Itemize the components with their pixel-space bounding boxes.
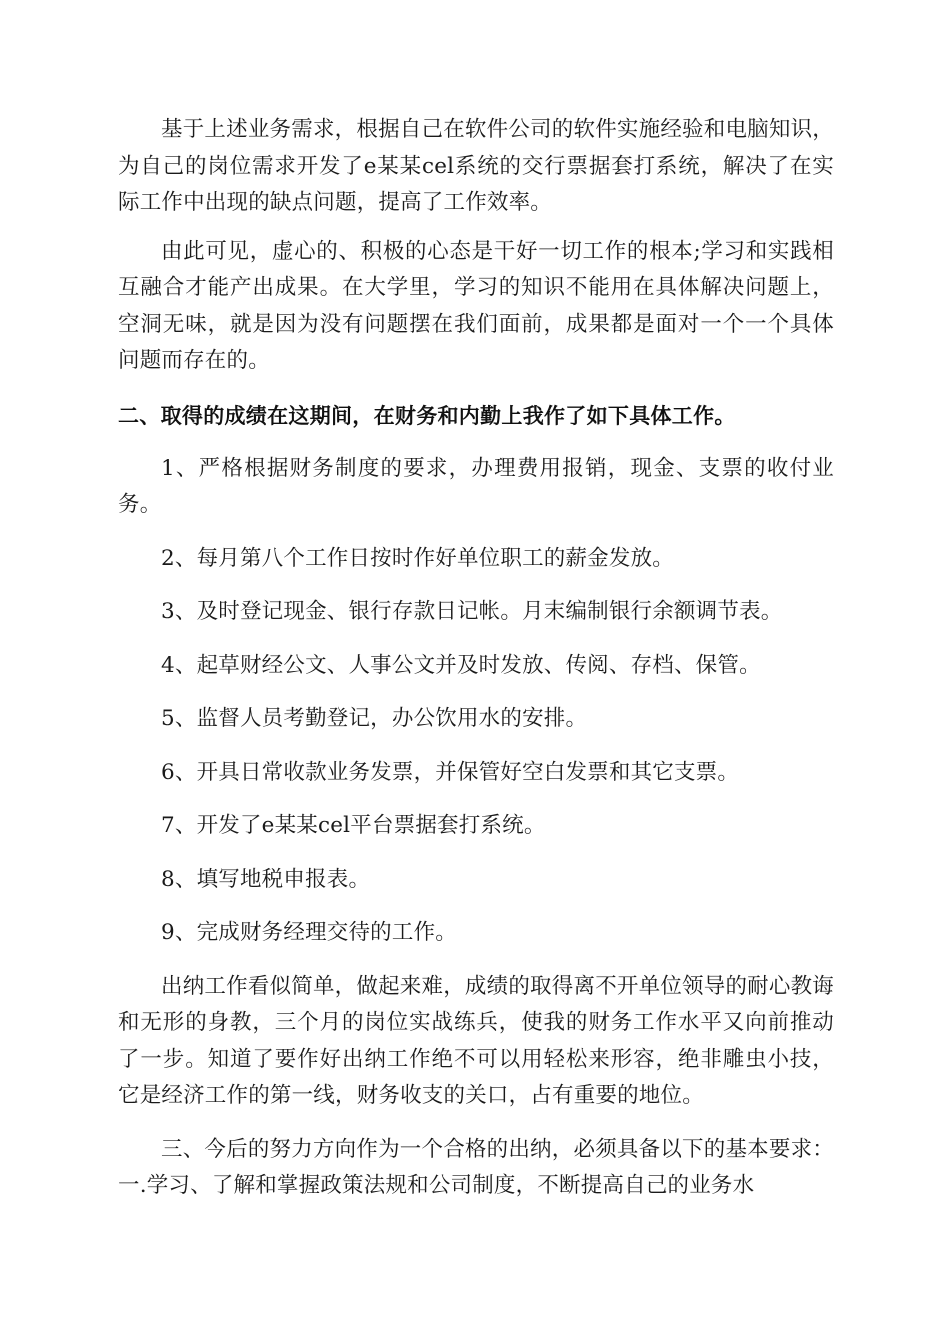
paragraph-software-development: 基于上述业务需求，根据自己在软件公司的软件实施经验和电脑知识，为自己的岗位需求开发了e某某cel系统的交行票据套打系统，解决了在实际工作中出现的缺点问题，提高了工作效率。: [118, 117, 834, 215]
list-item: 9、完成财务经理交待的工作。: [161, 920, 457, 945]
list-item: 6、开具日常收款业务发票，并保管好空白发票和其它支票。: [161, 759, 740, 785]
list-item: 8、填写地税申报表。: [161, 866, 371, 892]
list-item: 5、监督人员考勤登记，办公饮用水的安排。: [161, 706, 588, 731]
paragraph-future-direction: 三、今后的努力方向作为一个合格的出纳，必须具备以下的基本要求：一.学习、了解和掌握政策法规和公司制度，不断提高自己的业务水: [118, 1136, 834, 1198]
section-heading-achievements: 二、取得的成绩在这期间，在财务和内勤上我作了如下具体工作。: [118, 403, 736, 428]
list-item: 2、每月第八个工作日按时作好单位职工的薪金发放。: [161, 545, 674, 571]
document-body: [118, 112, 834, 1205]
list-item: 1、严格根据财务制度的要求，办理费用报销，现金、支票的收付业务。: [118, 455, 834, 517]
list-item: 7、开发了e某某cel平台票据套打系统。: [161, 813, 546, 838]
paragraph-mindset-conclusion: 由此可见，虚心的、积极的心态是干好一切工作的根本;学习和实践相互融合才能产出成果。在大学里，学习的知识不能用在具体解决问题上，空洞无味，就是因为没有问题摆在我们面前，成果都是面对一个一个具体问题而存在的。: [118, 238, 834, 373]
paragraph-cashier-reflection: 出纳工作看似简单，做起来难，成绩的取得离不开单位领导的耐心教诲和无形的身教，三个月的岗位实战练兵，使我的财务工作水平又向前推动了一步。知道了要作好出纳工作绝不可以用轻松来形容，绝非雕虫小技，它是经济工作的第一线，财务收支的关口，占有重要的地位。: [118, 973, 834, 1108]
list-item: 4、起草财经公文、人事公文并及时发放、传阅、存档、保管。: [161, 652, 761, 678]
list-item: 3、及时登记现金、银行存款日记帐。月末编制银行余额调节表。: [161, 599, 783, 624]
work-items-list: [118, 451, 834, 952]
